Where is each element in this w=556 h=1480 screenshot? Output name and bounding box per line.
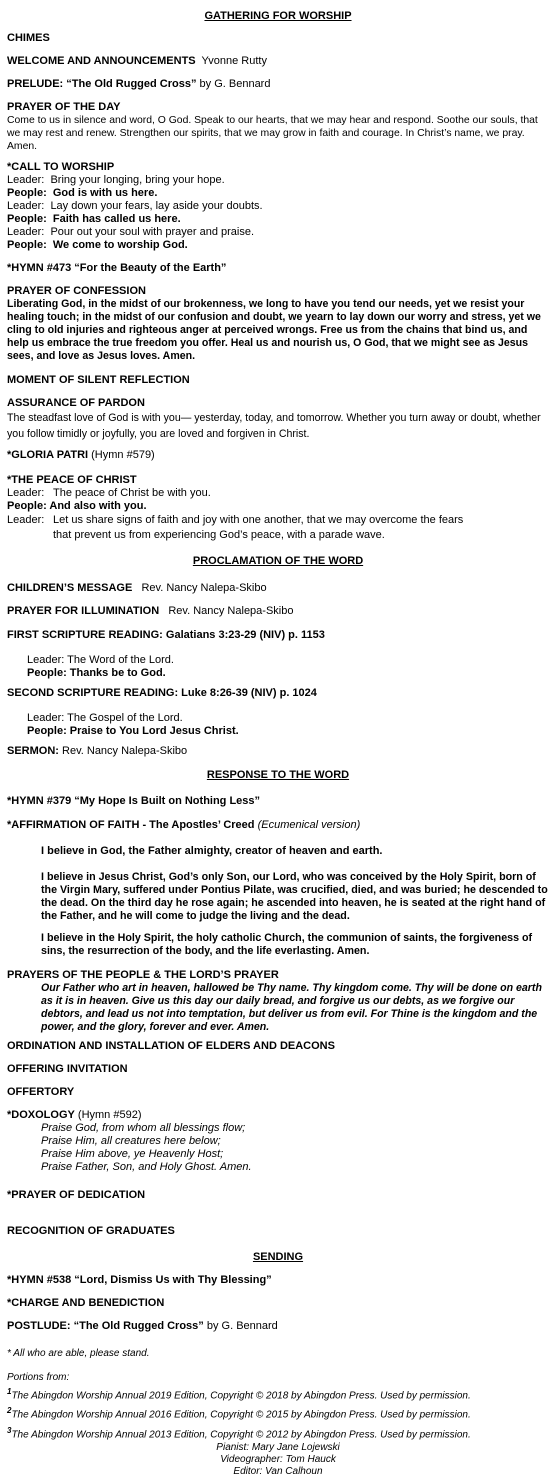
postlude-label: POSTLUDE: “The Old Rugged Cross” bbox=[7, 1320, 204, 1332]
call-heading: *CALL TO WORSHIP bbox=[7, 161, 115, 173]
prayer-day-heading: PRAYER OF THE DAY bbox=[7, 101, 121, 113]
recognition-of-graduates: RECOGNITION OF GRADUATES bbox=[7, 1225, 175, 1237]
call-who: Leader: bbox=[7, 200, 45, 212]
illumination-label: PRAYER FOR ILLUMINATION bbox=[7, 605, 160, 617]
sermon-label: SERMON: bbox=[7, 745, 59, 757]
chimes-heading: CHIMES bbox=[7, 32, 50, 44]
peace-who: Leader: bbox=[7, 514, 45, 526]
call-line bbox=[7, 239, 549, 252]
source-number: 2 bbox=[7, 1406, 12, 1416]
call-text: We come to worship God. bbox=[52, 239, 188, 251]
doxology-hymn: (Hymn #592) bbox=[77, 1109, 142, 1121]
credit-editor: Editor: Van Calhoun bbox=[233, 1466, 323, 1477]
call-who: Leader: bbox=[7, 226, 45, 238]
creed-paragraph-3: I believe in the Holy Spirit, the holy catholic Church, the communion of saints, the forgiveness of sins, the resurrection of the body, and the life everlasting. Amen. bbox=[41, 932, 533, 957]
call-text: Bring your longing, bring your hope. bbox=[50, 174, 225, 186]
call-who: People: bbox=[7, 239, 47, 251]
creed-paragraph-1: I believe in God, the Father almighty, creator of heaven and earth. bbox=[41, 845, 383, 857]
illumination-name: Rev. Nancy Nalepa-Skibo bbox=[168, 605, 294, 617]
call-who: People: bbox=[7, 213, 47, 225]
hymn-379: *HYMN #379 “My Hope Is Built on Nothing Less” bbox=[7, 795, 261, 807]
hymn-473: *HYMN #473 “For the Beauty of the Earth” bbox=[7, 262, 227, 274]
section-title-response: RESPONSE TO THE WORD bbox=[206, 769, 350, 781]
doxology-verse: Praise Him above, ye Heavenly Host; bbox=[41, 1148, 224, 1160]
peace-heading: *THE PEACE OF CHRIST bbox=[7, 474, 137, 486]
pardon-heading: ASSURANCE OF PARDON bbox=[7, 397, 145, 409]
doxology-verse: Praise God, from whom all blessings flow; bbox=[41, 1122, 246, 1134]
gloria-hymn: (Hymn #579) bbox=[91, 449, 155, 461]
hymn-538: *HYMN #538 “Lord, Dismiss Us with Thy Blessing” bbox=[7, 1274, 272, 1286]
illumination-line bbox=[7, 605, 549, 618]
first-people: People: Thanks be to God. bbox=[27, 667, 166, 679]
section-title-proclamation: PROCLAMATION OF THE WORD bbox=[192, 555, 364, 567]
welcome-name: Yvonne Rutty bbox=[201, 55, 267, 67]
source-text: The Abingdon Worship Annual 2013 Edition, Copyright © 2012 by Abingdon Press. Used by permission. bbox=[11, 1428, 471, 1440]
ordination: ORDINATION AND INSTALLATION OF ELDERS AND DEACONS bbox=[7, 1040, 335, 1052]
footer-sources bbox=[7, 1371, 549, 1442]
portions-label: Portions from: bbox=[7, 1372, 70, 1383]
peace-people: People: And also with you. bbox=[7, 500, 147, 512]
doxology-verse: Praise Father, Son, and Holy Ghost. Amen. bbox=[41, 1161, 252, 1173]
peace-line bbox=[7, 513, 549, 527]
peace-text: The peace of Christ be with you. bbox=[53, 487, 211, 499]
prayers-heading: PRAYERS OF THE PEOPLE & THE LORD’S PRAYER bbox=[7, 969, 279, 981]
prayer-of-dedication: *PRAYER OF DEDICATION bbox=[7, 1189, 146, 1201]
prelude-by: by G. Bennard bbox=[199, 78, 271, 90]
call-who: People: bbox=[7, 187, 47, 199]
offertory: OFFERTORY bbox=[7, 1086, 75, 1098]
credits bbox=[7, 1442, 549, 1478]
affirmation-label: *AFFIRMATION OF FAITH - The Apostles’ Creed bbox=[7, 819, 255, 831]
first-leader: Leader: The Word of the Lord. bbox=[27, 654, 174, 666]
peace-text: Let us share signs of faith and joy with one another, that we may overcome the fears bbox=[53, 514, 464, 526]
call-who: Leader: bbox=[7, 174, 45, 186]
welcome-line bbox=[7, 55, 549, 68]
call-text: Pour out your soul with prayer and praise. bbox=[50, 226, 255, 238]
children-line bbox=[7, 582, 549, 595]
children-label: CHILDREN’S MESSAGE bbox=[7, 582, 133, 594]
source-number: 1 bbox=[7, 1387, 12, 1396]
call-text: God is with us here. bbox=[52, 187, 158, 199]
doxology-verse: Praise Him, all creatures here below; bbox=[41, 1135, 221, 1147]
call-line bbox=[7, 226, 549, 239]
postlude-by: by G. Bennard bbox=[206, 1320, 278, 1332]
credit-videographer: Videographer: Tom Hauck bbox=[220, 1454, 336, 1465]
affirmation-version: (Ecumenical version) bbox=[257, 819, 361, 831]
section-title-sending: SENDING bbox=[252, 1251, 304, 1263]
prelude-label: PRELUDE: “The Old Rugged Cross” bbox=[7, 78, 197, 90]
gloria-line bbox=[7, 449, 549, 462]
prayer-day-text: Come to us in silence and word, O God. Speak to our hearts, that we may hear and respond. Soothe our souls, that we may rest and renew. Strengthen our spirits, that we may grow in faith and courage. In Christ’s name, we pray. Amen. bbox=[7, 115, 538, 152]
call-line bbox=[7, 213, 549, 226]
second-reading: SECOND SCRIPTURE READING: Luke 8:26-39 (NIV) p. 1024 bbox=[7, 687, 317, 699]
source-line bbox=[7, 1403, 549, 1422]
second-leader: Leader: The Gospel of the Lord. bbox=[27, 712, 183, 724]
silent-reflection: MOMENT OF SILENT REFLECTION bbox=[7, 374, 190, 386]
call-to-worship bbox=[7, 161, 549, 252]
peace-line bbox=[7, 487, 549, 500]
charge-benediction: *CHARGE AND BENEDICTION bbox=[7, 1297, 165, 1309]
call-line bbox=[7, 174, 549, 187]
prelude-line bbox=[7, 78, 549, 91]
call-line bbox=[7, 187, 549, 200]
source-line bbox=[7, 1384, 549, 1403]
call-text: Faith has called us here. bbox=[52, 213, 181, 225]
doxology-line bbox=[7, 1109, 549, 1122]
second-people: People: Praise to You Lord Jesus Christ. bbox=[27, 725, 239, 737]
source-text: The Abingdon Worship Annual 2019 Edition, Copyright © 2018 by Abingdon Press. Used by permission. bbox=[11, 1390, 471, 1402]
children-name: Rev. Nancy Nalepa-Skibo bbox=[141, 582, 267, 594]
source-line bbox=[7, 1423, 549, 1442]
sermon-line bbox=[7, 745, 549, 758]
postlude-line bbox=[7, 1320, 549, 1333]
peace-who: Leader: bbox=[7, 487, 45, 499]
section-title-gathering: GATHERING FOR WORSHIP bbox=[204, 10, 352, 22]
call-line bbox=[7, 200, 549, 213]
doxology-label: *DOXOLOGY bbox=[7, 1109, 75, 1121]
affirmation-line bbox=[7, 819, 549, 832]
confession-text: Liberating God, in the midst of our brokenness, we long to have you tend our needs, yet we resist your healing touch; in the midst of our confusion and doubt, we yearn to lay down our worry and stress, yet we cling to old injuries and righteous anger at perceived wrongs. Free us from the chains that bind us, and help us embrace the true freedom you offer. Heal us and nourish us, O God, that we might see as Jesus sees, and love as Jesus loves. Amen. bbox=[7, 298, 541, 362]
peace-of-christ bbox=[7, 474, 549, 543]
peace-text-cont: that prevent us from experiencing God’s peace, with a parade wave. bbox=[53, 529, 385, 541]
doxology bbox=[7, 1109, 549, 1174]
call-text: Lay down your fears, lay aside your doubts. bbox=[50, 200, 263, 212]
source-number: 3 bbox=[7, 1425, 12, 1435]
welcome-label: WELCOME AND ANNOUNCEMENTS bbox=[7, 55, 196, 67]
gloria-label: *GLORIA PATRI bbox=[7, 449, 89, 461]
creed-paragraph-2: I believe in Jesus Christ, God’s only Son, our Lord, who was conceived by the Holy Spirit, born of the Virgin Mary, suffered under Pontius Pilate, was crucified, died, and was buried; he descended to the dead. On the third day he rose again; he ascended into heaven, he is seated at the right hand of the Father, and he will come to judge the living and the dead. bbox=[41, 871, 548, 922]
offering-invitation: OFFERING INVITATION bbox=[7, 1063, 128, 1075]
sermon-name: Rev. Nancy Nalepa-Skibo bbox=[62, 745, 188, 757]
source-text: The Abingdon Worship Annual 2016 Edition, Copyright © 2015 by Abingdon Press. Used by permission. bbox=[11, 1409, 471, 1421]
credit-pianist: Pianist: Mary Jane Lojewski bbox=[216, 1442, 340, 1453]
pardon-text: The steadfast love of God is with you— yesterday, today, and tomorrow. Whether you turn away or doubt, whether you follow timidly or joyfully, you are loved and forgiven in Christ. bbox=[7, 412, 541, 440]
confession-heading: PRAYER OF CONFESSION bbox=[7, 285, 146, 297]
stand-note: * All who are able, please stand. bbox=[7, 1348, 150, 1359]
lords-prayer: Our Father who art in heaven, hallowed be Thy name. Thy kingdom come. Thy will be done on earth as it is in heaven. Give us this day our daily bread, and forgive us our debts, as we forgive our debtors, and lead us not into temptation, but deliver us from evil. For Thine is the kingdom and the power, and the glory, forever and ever. Amen. bbox=[41, 982, 542, 1033]
first-reading: FIRST SCRIPTURE READING: Galatians 3:23-29 (NIV) p. 1153 bbox=[7, 629, 325, 641]
